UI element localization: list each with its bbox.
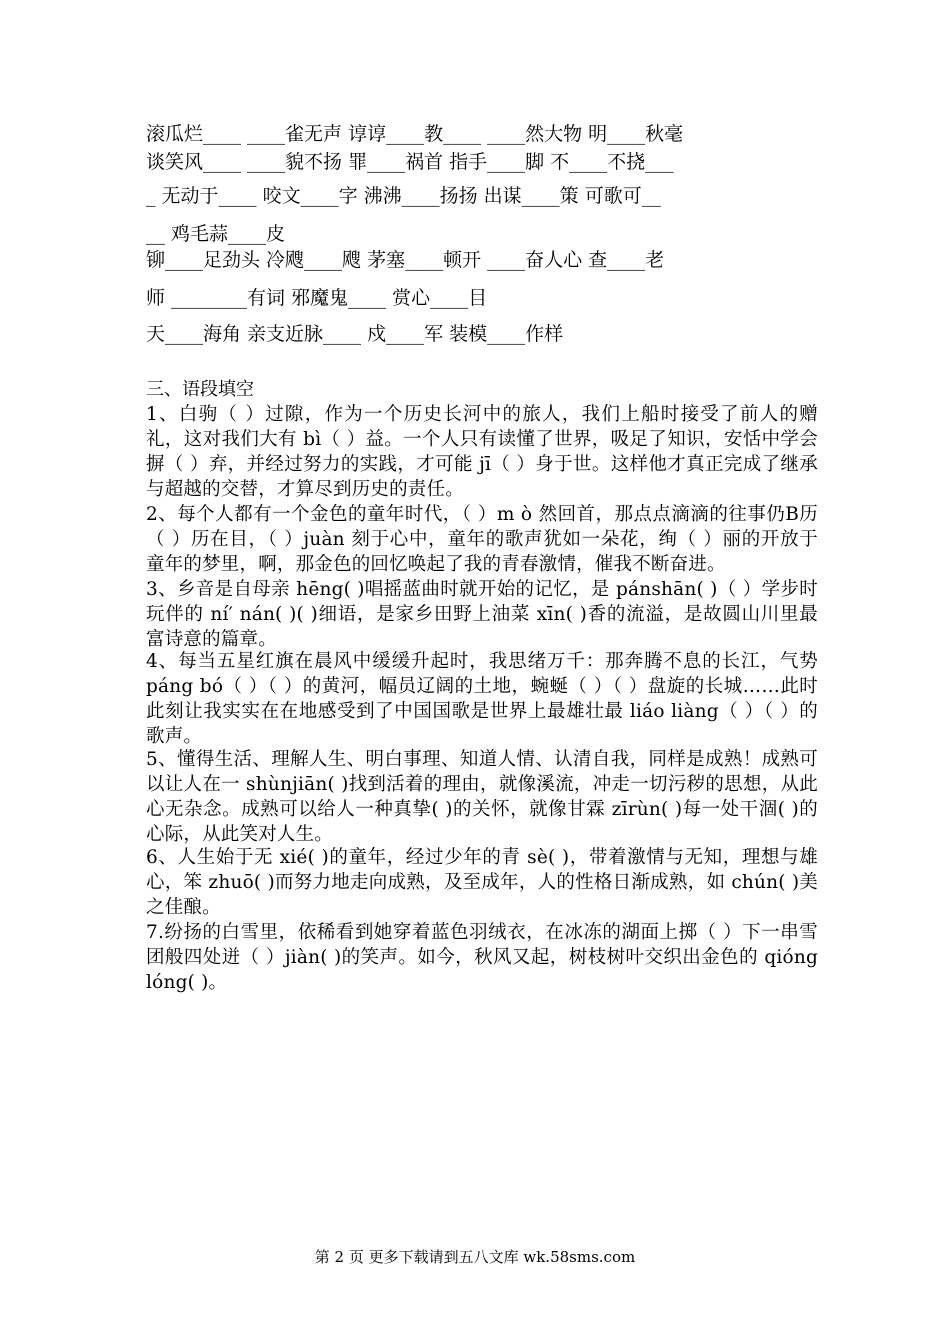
idiom-line-3: _ 无动于____ 咬文____字 沸沸____扬扬 出谋____策 可歌可__ xyxy=(146,185,661,207)
idiom-line-5: 铆____足劲头 冷飕____飕 茅塞____顿开 ____奋人心 查____老 xyxy=(146,249,665,271)
idiom-line-1: 滚瓜烂____ ____雀无声 谆谆____教____ ____然大物 明____秋毫 xyxy=(146,123,684,145)
paragraph-7: 7.纷扬的白雪里，依稀看到她穿着蓝色羽绒衣，在冰冻的湖面上掷（ ）下一串雪团般四处迸（ ）jiàn( )的笑声。如今，秋风又起，树枝树叶交织出金色的 qióng lóng( )。 xyxy=(146,922,818,993)
idiom-line-2: 谈笑风____ ____貌不扬 罪____祸首 指手____脚 不____不挠___ xyxy=(146,151,674,173)
paragraph-2: 2、每个人都有一个金色的童年时代，（ ）m ò 然回首，那点点滴滴的往事仍B历（ ）历在目，（ ）juàn 刻于心中，童年的歌声犹如一朵花，绚（ ）丽的开放于童年的梦里，啊，那金色的回忆唤起了我的青春激情，催我不断奋进。 xyxy=(146,504,818,575)
idiom-line-4: __ 鸡毛蒜____皮 xyxy=(146,223,286,245)
paragraph-3: 3、乡音是自母亲 hēng( )唱摇蓝曲时就开始的记忆，是 pánshān( )（ ）学步时玩伴的 ní′ nán( )( )细语，是家乡田野上油菜 xīn( )香的流溢，是故圆山川里最富诗意的篇章。 xyxy=(146,579,818,650)
section-title: 三、语段填空 xyxy=(146,379,254,400)
paragraph-1: 1、白驹（ ）过隙，作为一个历史长河中的旅人，我们上船时接受了前人的赠礼，这对我们大有 bì（ ）益。一个人只有读懂了世界，吸足了知识，安恬中学会摒（ ）弃，并经过努力的实践，才可能 jī（ ）身于世。这样他才真正完成了继承与超越的交替，才算尽到历史的责任。 xyxy=(146,404,818,500)
idiom-line-7: 天____海角 亲支近脉____ 戍____军 装模____作样 xyxy=(146,323,564,345)
paragraph-4: 4、每当五星红旗在晨风中缓缓升起时，我思绪万千：那奔腾不息的长江，气势 páng bó（ ）（ ）的黄河，幅员辽阔的土地，蜿蜒（ ）（ ）盘旋的长城……此时此刻让我实实在在地感受到了中国国歌是世界上最雄壮最 liáo liàng（ ）（ ）的歌声。 xyxy=(146,651,818,747)
page-footer: 第 2 页 更多下载请到五八文库 wk.58sms.com xyxy=(314,1248,636,1266)
paragraph-6: 6、人生始于无 xié( )的童年，经过少年的青 sè( )，带着激情与无知，理想与雄心，笨 zhuō( )而努力地走向成熟，及至成年，人的性格日渐成熟，如 chún( )美之佳酿。 xyxy=(146,847,818,918)
paragraph-5: 5、懂得生活、理解人生、明白事理、知道人情、认清自我，同样是成熟！成熟可以让人在一 shùnjiān( )找到活着的理由，就像溪流，冲走一切污秽的思想，从此心无杂念。成熟可以给人一种真挚( )的关怀，就像甘霖 zīrùn( )每一处干涸( )的心际，从此笑对人生。 xyxy=(146,749,818,845)
idiom-line-6: 师 ________有词 邪魔鬼____ 赏心____目 xyxy=(146,287,488,309)
